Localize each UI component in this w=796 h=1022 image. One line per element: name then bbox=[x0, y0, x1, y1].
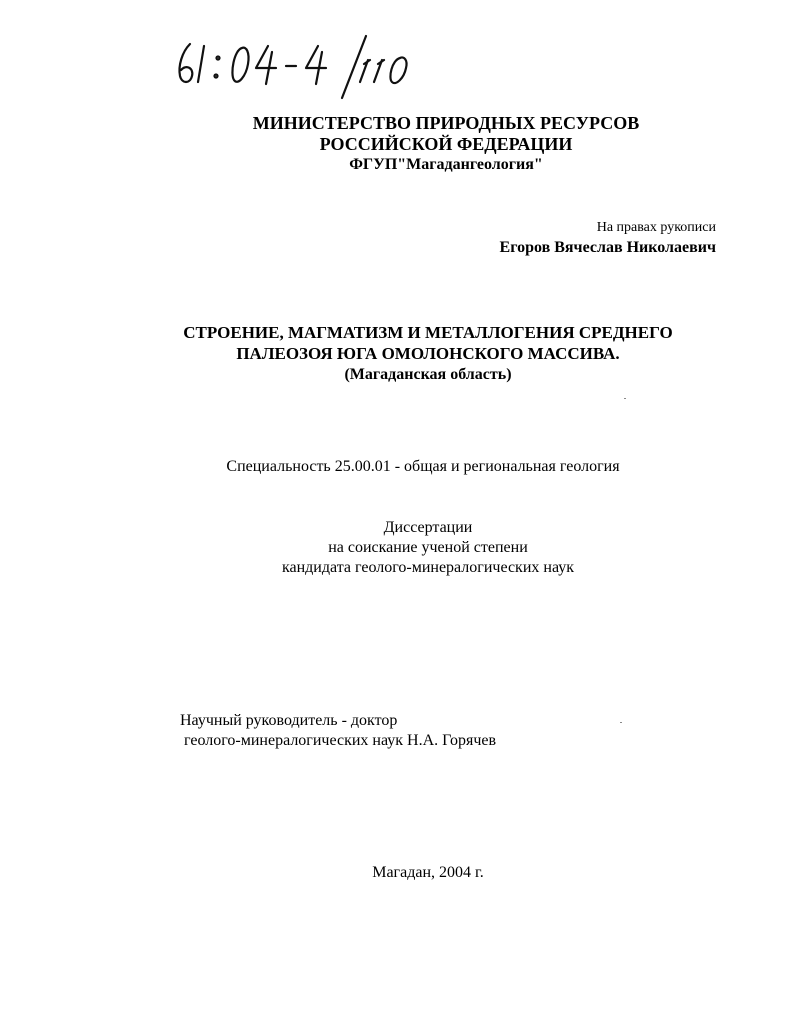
degree-line-3: кандидата геолого-минералогических наук bbox=[281, 559, 575, 576]
thesis-region: (Магаданская область) bbox=[344, 366, 512, 383]
organization-name: ФГУП"Магадангеология" bbox=[349, 156, 543, 173]
place-and-year: Магадан, 2004 г. bbox=[372, 864, 484, 881]
rights-note: На правах рукописи bbox=[596, 220, 716, 235]
thesis-title-line-2: ПАЛЕОЗОЯ ЮГА ОМОЛОНСКОГО МАССИВА. bbox=[236, 344, 620, 363]
handwritten-archive-code-drawing bbox=[172, 30, 422, 100]
handwritten-archive-code bbox=[172, 30, 422, 100]
degree-line-1: Диссертации bbox=[383, 519, 473, 536]
scan-speck bbox=[624, 398, 626, 399]
country-name: РОССИЙСКОЙ ФЕДЕРАЦИИ bbox=[319, 134, 573, 154]
ministry-name: МИНИСТЕРСТВО ПРИРОДНЫХ РЕСУРСОВ bbox=[252, 113, 640, 133]
advisor-line-2: геолого-минералогических наук Н.А. Горячев bbox=[184, 732, 497, 749]
specialty-line: Специальность 25.00.01 - общая и региональная геология bbox=[226, 458, 620, 475]
degree-line-2: на соискание ученой степени bbox=[328, 539, 528, 556]
scan-speck bbox=[620, 722, 622, 723]
author-name: Егоров Вячеслав Николаевич bbox=[499, 239, 716, 256]
advisor-line-1: Научный руководитель - доктор bbox=[180, 712, 398, 729]
thesis-title-line-1: СТРОЕНИЕ, МАГМАТИЗМ И МЕТАЛЛОГЕНИЯ СРЕДНЕГО bbox=[183, 323, 673, 342]
